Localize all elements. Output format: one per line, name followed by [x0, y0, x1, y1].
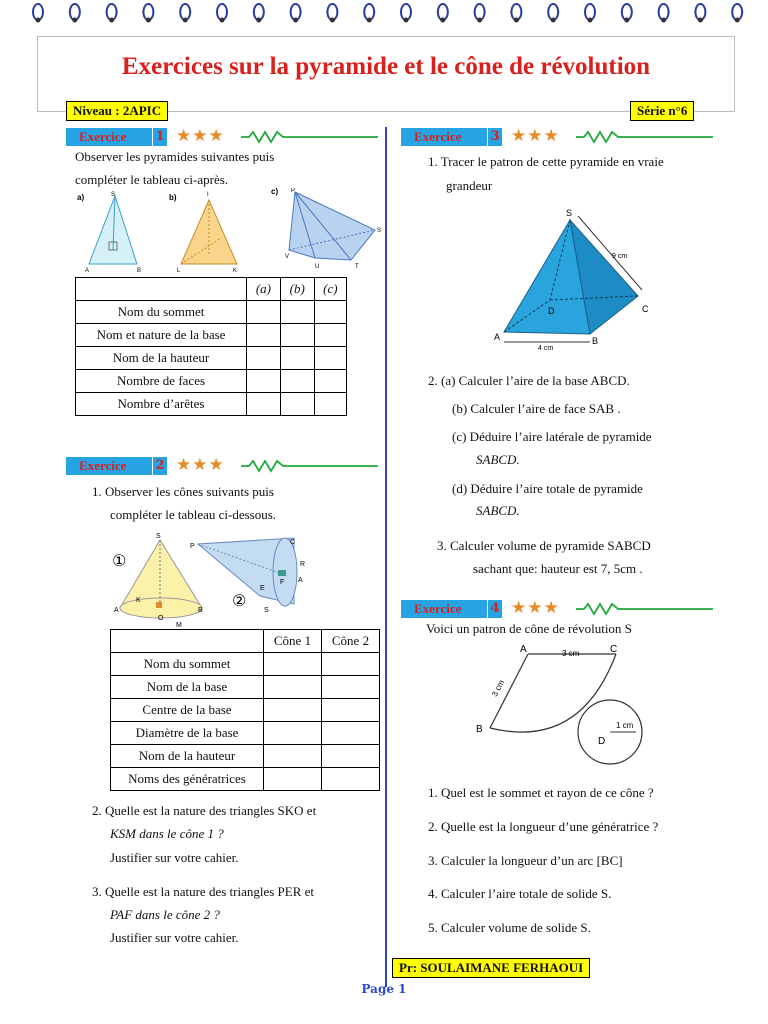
table-row: [111, 768, 380, 791]
table-header-cell: Cône 2: [322, 630, 380, 653]
spiral-binding: [0, 0, 768, 26]
table-row: [111, 653, 380, 676]
table-row-label: Noms des génératrices: [111, 768, 264, 791]
spiral-hole: [256, 18, 261, 23]
table-empty-cell: [247, 393, 281, 416]
page-number: Page 1: [361, 982, 407, 996]
vertex-C: C: [642, 304, 649, 314]
net-D: D: [598, 736, 606, 747]
table-empty-cell: [280, 393, 314, 416]
vertex-D: D: [548, 306, 555, 316]
ex4-q4: 4. Calculer l’aire totale de solide S.: [428, 886, 612, 901]
table-row-label: Nom du sommet: [111, 653, 264, 676]
spiral-hole: [220, 18, 225, 23]
net-ab-length: 3 cm: [490, 678, 507, 699]
exercise-number: 2: [152, 457, 167, 475]
table-row-label: Diamètre de la base: [111, 722, 264, 745]
svg-text:B: B: [137, 268, 142, 274]
table-row-label: Nom de la hauteur: [111, 745, 264, 768]
ex3-q2c-line2: SABCD.: [476, 452, 520, 467]
table-row-label: Nombre de faces: [76, 370, 247, 393]
svg-text:U: U: [315, 264, 320, 270]
table-row-label: Centre de la base: [111, 699, 264, 722]
spiral-hole: [72, 18, 77, 23]
svg-text:L: L: [177, 268, 181, 274]
page-title: Exercices sur la pyramide et le cône de révolution: [121, 53, 651, 80]
table-row: [76, 301, 347, 324]
net-radius: 1 cm: [616, 721, 634, 730]
author-badge: Pr: SOULAIMANE FERHAOUI: [392, 958, 590, 978]
table-header-row: [111, 630, 380, 653]
svg-text:K: K: [233, 268, 238, 274]
exercise-label: Exercice: [401, 128, 487, 146]
ex2-q3-line3: Justifier sur votre cahier.: [110, 930, 239, 945]
ex2-q1-line2: compléter le tableau ci-dessous.: [110, 507, 277, 522]
ex2-q3-line1: 3. Quelle est la nature des triangles PER et: [92, 884, 315, 899]
table-empty-cell: [314, 347, 346, 370]
net-A: A: [520, 644, 527, 655]
ex3-q2b: (b) Calculer l’aire de face SAB .: [452, 401, 621, 416]
svg-text:P: P: [291, 188, 296, 194]
difficulty-stars-icon: ★★★: [176, 455, 225, 475]
cone-1-label: ①: [112, 553, 127, 570]
ex4-q2: 2. Quelle est la longueur d’une génératrice ?: [428, 819, 659, 834]
spiral-hole: [404, 18, 409, 23]
table-empty-cell: [322, 653, 380, 676]
difficulty-stars-icon: ★★★: [511, 598, 560, 618]
vertex-S: S: [566, 208, 573, 218]
svg-text:B: B: [198, 607, 203, 614]
table-empty-cell: [264, 768, 322, 791]
table-row: [76, 347, 347, 370]
difficulty-stars-icon: ★★★: [511, 126, 560, 146]
ex1-table: [75, 277, 347, 416]
table-empty-cell: [280, 301, 314, 324]
svg-text:S: S: [377, 228, 382, 234]
table-empty-cell: [247, 370, 281, 393]
zigzag-line-icon: [576, 128, 713, 146]
spiral-hole: [36, 18, 41, 23]
table-empty-cell: [280, 324, 314, 347]
table-empty-cell: [322, 722, 380, 745]
svg-text:O: O: [158, 615, 164, 622]
spiral-hole: [146, 18, 151, 23]
series-badge: Série n°6: [630, 101, 694, 121]
net-B: B: [476, 724, 483, 735]
table-empty-cell: [314, 324, 346, 347]
exercise-label: Exercice: [66, 457, 152, 475]
table-empty-cell: [322, 768, 380, 791]
svg-text:C: C: [290, 539, 296, 546]
svg-text:E: E: [260, 585, 265, 592]
base-length-label: 4 cm: [538, 345, 554, 350]
zigzag-line-icon: [241, 128, 378, 146]
svg-text:F: F: [280, 579, 285, 586]
ex4-q5: 5. Calculer volume de solide S.: [428, 920, 591, 935]
spiral-hole: [551, 18, 556, 23]
ex3-q1-line1: 1. Tracer le patron de cette pyramide en vraie: [428, 154, 664, 169]
table-row: [111, 722, 380, 745]
table-row: [76, 370, 347, 393]
difficulty-stars-icon: ★★★: [176, 126, 225, 146]
svg-text:A: A: [114, 607, 119, 614]
spiral-hole: [624, 18, 629, 23]
spiral-hole: [477, 18, 482, 23]
table-row: [76, 324, 347, 347]
spiral-hole: [661, 18, 666, 23]
fig-label-a: a): [77, 193, 85, 202]
table-row-label: Nom et nature de la base: [76, 324, 247, 347]
zigzag-line-icon: [576, 600, 713, 618]
cone-net-figure: [470, 640, 670, 770]
spiral-hole: [367, 18, 372, 23]
column-divider: [385, 127, 387, 987]
vertex-A: A: [494, 332, 501, 342]
table-empty-cell: [322, 676, 380, 699]
svg-text:V: V: [285, 254, 290, 260]
table-empty-cell: [280, 370, 314, 393]
spiral-hole: [109, 18, 114, 23]
ex3-q3-line2: sachant que: hauteur est 7, 5cm .: [473, 561, 643, 576]
svg-text:I: I: [207, 192, 209, 198]
net-C: C: [610, 644, 618, 655]
table-header-cell: [111, 630, 264, 653]
table-row: [111, 745, 380, 768]
table-empty-cell: [314, 301, 346, 324]
table-row-label: Nom de la base: [111, 676, 264, 699]
fig-label-c: c): [271, 188, 279, 196]
svg-text:S: S: [264, 607, 269, 614]
spiral-hole: [735, 18, 740, 23]
svg-text:A: A: [85, 268, 90, 274]
spiral-hole: [440, 18, 445, 23]
svg-text:T: T: [355, 264, 359, 270]
table-row-label: Nom de la hauteur: [76, 347, 247, 370]
table-empty-cell: [322, 699, 380, 722]
ex4-intro: Voici un patron de cône de révolution S: [426, 621, 632, 636]
table-empty-cell: [264, 699, 322, 722]
ex4-q1: 1. Quel est le sommet et rayon de ce cône ?: [428, 785, 654, 800]
table-empty-cell: [247, 324, 281, 347]
table-empty-cell: [264, 676, 322, 699]
table-header-row: [76, 278, 347, 301]
svg-text:R: R: [300, 561, 306, 568]
fig-label-b: b): [169, 193, 177, 202]
ex2-q3-line2: PAF dans le cône 2 ?: [110, 907, 220, 922]
spiral-hole: [183, 18, 188, 23]
table-empty-cell: [247, 301, 281, 324]
svg-text:A: A: [298, 577, 303, 584]
spiral-hole: [514, 18, 519, 23]
ex2-table: [110, 629, 380, 791]
table-header-cell: (b): [280, 278, 314, 301]
table-header-cell: Cône 1: [264, 630, 322, 653]
exercise-number: 1: [152, 128, 167, 146]
ex2-q2-line3: Justifier sur votre cahier.: [110, 850, 239, 865]
exercise-2-header: [66, 457, 378, 475]
exercise-label: Exercice: [66, 128, 152, 146]
table-empty-cell: [322, 745, 380, 768]
zigzag-line-icon: [241, 457, 378, 475]
ex3-q1-line2: grandeur: [446, 178, 493, 193]
spiral-hole: [293, 18, 298, 23]
svg-text:P: P: [190, 543, 195, 550]
table-row: [111, 699, 380, 722]
svg-text:K: K: [136, 597, 141, 604]
ex1-text-2: compléter le tableau ci-après.: [75, 172, 229, 187]
spiral-hole: [588, 18, 593, 23]
svg-text:S: S: [111, 192, 116, 198]
table-row-label: Nombre d’arêtes: [76, 393, 247, 416]
ex2-q2-line1: 2. Quelle est la nature des triangles SKO et: [92, 803, 317, 818]
table-empty-cell: [264, 653, 322, 676]
ex3-q2d-line1: (d) Déduire l’aire totale de pyramide: [452, 481, 643, 496]
ex1-text-1: Observer les pyramides suivantes puis: [75, 149, 275, 164]
table-empty-cell: [280, 347, 314, 370]
table-row-label: Nom du sommet: [76, 301, 247, 324]
ex4-q3: 3. Calculer la longueur d’un arc [BC]: [428, 853, 623, 868]
ex3-q3-line1: 3. Calculer volume de pyramide SABCD: [437, 538, 651, 553]
exercise-3-header: [401, 128, 713, 146]
exercise-4-header: [401, 600, 713, 618]
table-row: [76, 393, 347, 416]
pyramids-figure: [75, 188, 385, 274]
spiral-hole: [698, 18, 703, 23]
cone-2-label: ②: [232, 593, 247, 610]
vertex-B: B: [592, 336, 599, 346]
edge-length-label: 9 cm: [612, 253, 628, 260]
square-pyramid-figure: [490, 204, 660, 350]
table-empty-cell: [247, 347, 281, 370]
svg-text:S: S: [156, 533, 161, 540]
table-empty-cell: [264, 722, 322, 745]
net-ac-length: 3 cm: [562, 649, 580, 658]
cones-figure: [110, 532, 315, 628]
table-empty-cell: [314, 393, 346, 416]
ex3-q2c-line1: (c) Déduire l’aire latérale de pyramide: [452, 429, 652, 444]
exercise-number: 3: [487, 128, 502, 146]
table-empty-cell: [264, 745, 322, 768]
table-empty-cell: [314, 370, 346, 393]
table-row: [111, 676, 380, 699]
ex2-q2-line2: KSM dans le cône 1 ?: [110, 826, 224, 841]
ex3-q2d-line2: SABCD.: [476, 503, 520, 518]
svg-text:M: M: [176, 622, 182, 628]
ex3-q2a: 2. (a) Calculer l’aire de la base ABCD.: [428, 373, 630, 388]
table-header-cell: [76, 278, 247, 301]
spiral-hole: [330, 18, 335, 23]
table-header-cell: (a): [247, 278, 281, 301]
table-header-cell: (c): [314, 278, 346, 301]
level-badge: Niveau : 2APIC: [66, 101, 168, 121]
exercise-number: 4: [487, 600, 502, 618]
exercise-1-header: [66, 128, 378, 146]
ex2-q1-line1: 1. Observer les cônes suivants puis: [92, 484, 274, 499]
exercise-label: Exercice: [401, 600, 487, 618]
